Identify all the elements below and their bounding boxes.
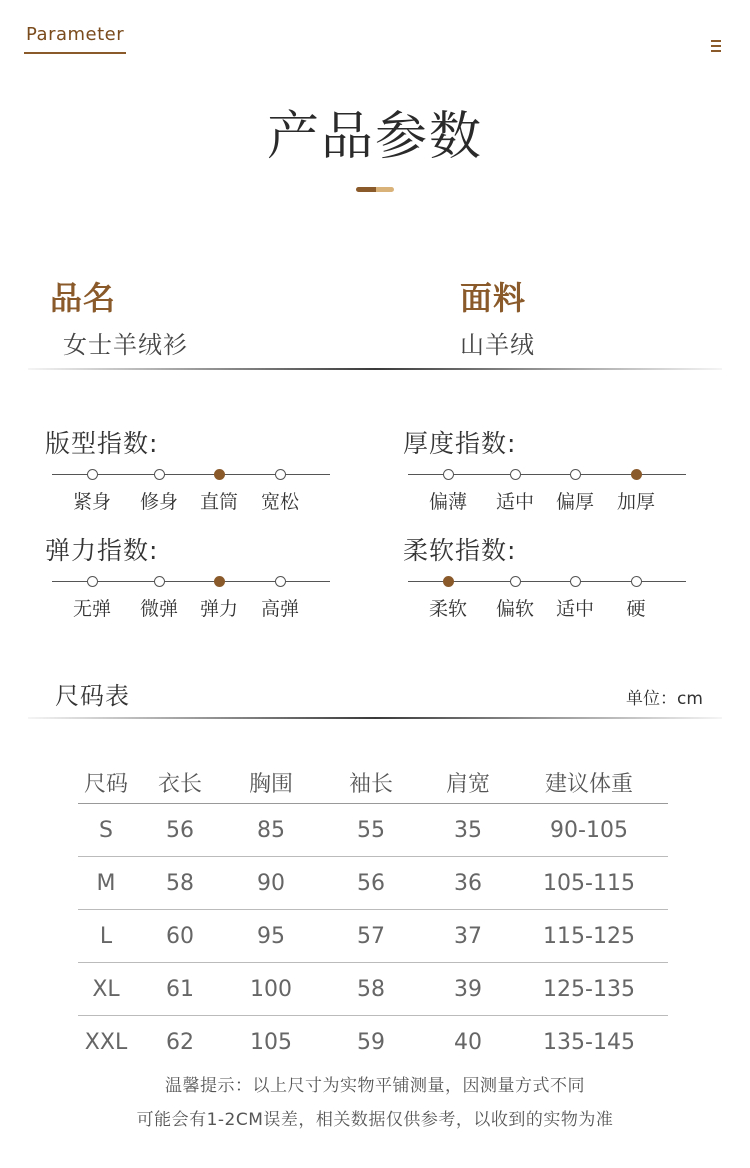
- selected-dot-icon: [214, 576, 225, 587]
- table-cell: 59: [357, 1029, 385, 1055]
- scale-option-label: 微弹: [139, 598, 179, 620]
- dot-icon: [275, 469, 286, 480]
- selected-dot-icon: [443, 576, 454, 587]
- tag-underline: [24, 52, 126, 54]
- table-row: [78, 963, 668, 1016]
- table-cell: XXL: [84, 1029, 128, 1055]
- table-cell: 56: [134, 804, 226, 857]
- size-table: [78, 761, 668, 1068]
- dot-icon: [154, 469, 165, 480]
- dot-icon: [154, 576, 165, 587]
- table-cell: 56: [316, 857, 426, 910]
- table-cell: 40: [454, 1029, 482, 1055]
- table-cell: 35: [426, 804, 510, 857]
- selected-dot-icon: [214, 469, 225, 480]
- scale-option-label: 直筒: [199, 491, 239, 513]
- scale-option-label: 修身: [139, 491, 179, 513]
- scale-option-label: 硬: [626, 598, 646, 620]
- note-line-2: 可能会有1-2CM误差，相关数据仅供参考，以收到的实物为准: [136, 1110, 614, 1130]
- selected-dot-icon: [631, 469, 642, 480]
- table-cell: 90: [226, 857, 316, 910]
- table-cell: 57: [316, 910, 426, 963]
- header-cell: 肩宽: [426, 761, 510, 804]
- table-cell: XL: [78, 963, 134, 1016]
- fabric-label: 面料: [460, 279, 527, 317]
- table-cell: L: [78, 910, 134, 963]
- dot-icon: [443, 469, 454, 480]
- fabric-value: 山羊绒: [460, 331, 535, 359]
- softness-index-title: 柔软指数:: [403, 536, 517, 565]
- softness-index-scale: [408, 569, 686, 619]
- dot-icon: [570, 576, 581, 587]
- table-cell: S: [78, 804, 134, 857]
- section-divider: [28, 368, 722, 370]
- product-name-label: 品名: [50, 279, 117, 317]
- table-cell: 60: [134, 910, 226, 963]
- scale-option-label: 无弹: [72, 598, 112, 620]
- unit-label: 单位：cm: [626, 689, 703, 709]
- header-cell: 衣长: [134, 761, 226, 804]
- parameter-tag: Parameter: [26, 24, 125, 45]
- table-cell: 105: [250, 1029, 292, 1055]
- table-cell: 100: [226, 963, 316, 1016]
- scale-option-label: 适中: [495, 491, 535, 513]
- header-cell: 袖长: [316, 761, 426, 804]
- scale-option-label: 偏厚: [555, 491, 595, 513]
- table-row: [78, 857, 668, 910]
- scale-option-label: 紧身: [72, 491, 112, 513]
- scale-option-label: 偏薄: [428, 491, 468, 513]
- scale-option-label: 弹力: [199, 598, 239, 620]
- product-name-value: 女士羊绒衫: [63, 331, 188, 359]
- title-decoration: [356, 187, 394, 192]
- table-cell: 90-105: [510, 804, 668, 857]
- table-cell: 58: [316, 963, 426, 1016]
- dot-icon: [87, 576, 98, 587]
- table-row: [78, 910, 668, 963]
- scale-option-label: 柔软: [428, 598, 468, 620]
- menu-icon[interactable]: [711, 40, 721, 54]
- size-divider: [28, 717, 722, 719]
- table-cell: 39: [426, 963, 510, 1016]
- dot-icon: [87, 469, 98, 480]
- header-cell: 建议体重: [510, 761, 668, 804]
- table-cell: 85: [226, 804, 316, 857]
- thickness-index-title: 厚度指数:: [403, 429, 517, 458]
- table-cell: 125-135: [510, 963, 668, 1016]
- table-cell: 95: [226, 910, 316, 963]
- scale-option-label: 宽松: [260, 491, 300, 513]
- elasticity-index-title: 弹力指数:: [45, 536, 159, 565]
- fit-index-scale: [52, 462, 330, 512]
- table-cell: 62: [166, 1029, 194, 1055]
- table-cell: 37: [426, 910, 510, 963]
- scale-option-label: 适中: [555, 598, 595, 620]
- page-title: 产品参数: [266, 107, 483, 167]
- size-table-header: [78, 761, 668, 804]
- table-cell: 135-145: [543, 1029, 635, 1055]
- table-cell: 105-115: [510, 857, 668, 910]
- table-row: [78, 804, 668, 857]
- table-cell: 58: [134, 857, 226, 910]
- thickness-index-scale: [408, 462, 686, 512]
- elasticity-index-scale: [52, 569, 330, 619]
- size-table-title: 尺码表: [55, 682, 130, 710]
- dot-icon: [510, 576, 521, 587]
- table-cell: 55: [316, 804, 426, 857]
- dot-icon: [275, 576, 286, 587]
- table-cell: 115-125: [510, 910, 668, 963]
- note-line-1: 温馨提示：以上尺寸为实物平铺测量，因测量方式不同: [165, 1076, 585, 1096]
- dot-icon: [631, 576, 642, 587]
- table-cell: M: [78, 857, 134, 910]
- table-row: [78, 1016, 668, 1069]
- scale-option-label: 高弹: [260, 598, 300, 620]
- header-cell: 胸围: [226, 761, 316, 804]
- fit-index-title: 版型指数:: [45, 429, 159, 458]
- table-cell: 61: [134, 963, 226, 1016]
- scale-option-label: 偏软: [495, 598, 535, 620]
- header-cell: 尺码: [78, 761, 134, 804]
- scale-option-label: 加厚: [616, 491, 656, 513]
- table-cell: 36: [426, 857, 510, 910]
- dot-icon: [570, 469, 581, 480]
- dot-icon: [510, 469, 521, 480]
